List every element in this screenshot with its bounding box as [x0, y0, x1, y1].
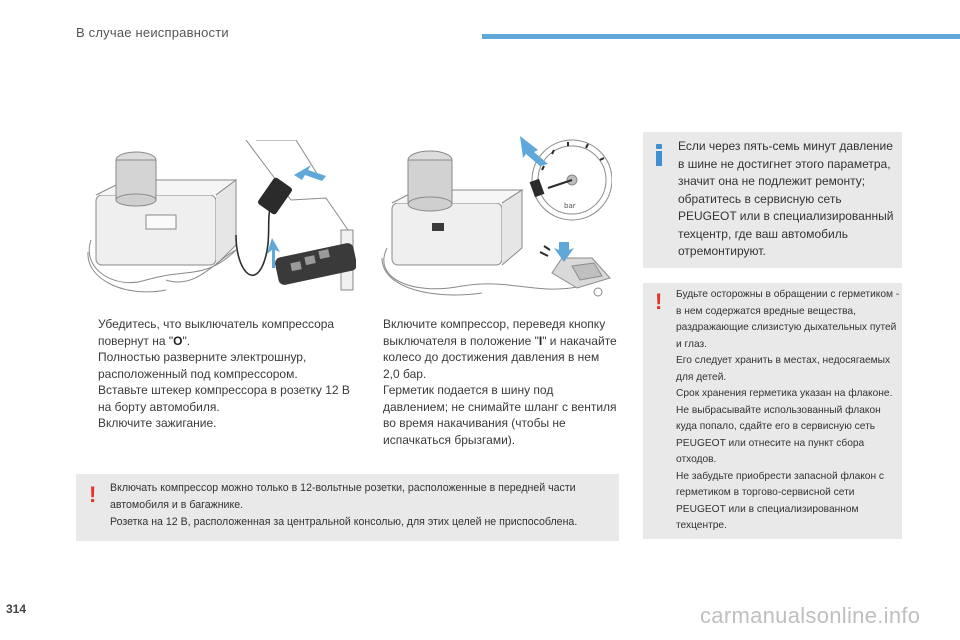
warning-icon: ! [89, 482, 97, 507]
step-emphasis: I [538, 333, 543, 348]
step-text-second-paragraph: Герметик подается в шину под давлением; не снимайте шланг с вентиля во время накачивания (чтобы не испачкаться брызгами). [383, 383, 617, 447]
info-icon [655, 144, 664, 166]
step-text: Вставьте штекер компрессора в розетку 12 В на борту автомобиля. [98, 383, 350, 414]
step-text-tail: " и накачайте колесо до достижения давления в нем 2,0 бар. [383, 333, 617, 381]
step-item [362, 316, 618, 448]
steps-list-left [77, 316, 353, 432]
step-item [77, 316, 353, 349]
step-item [77, 382, 353, 415]
warning-paragraph: Не забудьте приобрести запасной флакон с герметиком в торгово-сервисной сети PEUGEOT или в специализированном техцентре. [676, 470, 885, 531]
info-note-text: Если через пять-семь минут давление в шине не достигнет этого параметра, значит она не подлежит ремонту; обратитесь в сервисную сеть PEUGEOT или в специализированный техцентр, где ваш автомобиль отремонтируют. [678, 139, 894, 258]
steps-list-middle [362, 316, 618, 448]
warning-note-socket [76, 474, 619, 541]
step-text: Включите компрессор, переведя кнопку выключателя в положение " [383, 317, 606, 348]
step-text: Полностью разверните электрошнур, расположенный под компрессором. [98, 350, 307, 381]
info-note [643, 132, 902, 268]
step-text-tail: ". [182, 333, 191, 348]
warning-paragraph: Розетка на 12 В, расположенная за центральной консолью, для этих целей не приспособлена. [110, 516, 578, 528]
warning-icon: ! [655, 289, 663, 314]
warning-paragraph: Включать компрессор можно только в 12-вольтные розетки, расположенные в передней части автомобиля и в багажнике. [110, 482, 576, 511]
step-emphasis: O [173, 333, 183, 348]
warning-paragraph: Срок хранения герметика указан на флаконе. [676, 388, 893, 399]
step-text: Убедитесь, что выключатель компрессора повернут на " [98, 317, 335, 348]
page-number: 314 [6, 602, 27, 616]
warning-note-text [676, 287, 900, 535]
warning-paragraph: Не выбрасывайте использованный флакон куда попало, сдайте его в сервисную сеть PEUGEOT или отнесите на пункт сбора отходов. [676, 404, 881, 465]
warning-paragraph: Его следует хранить в местах, недосягаемых для детей. [676, 355, 891, 383]
watermark: carmanualsonline.info [700, 603, 921, 628]
compressor-pressure-gauge-illustration [372, 128, 612, 300]
header-accent-bar [482, 34, 960, 39]
step-item [77, 349, 353, 382]
page-title: В случае неисправности [76, 25, 229, 40]
warning-note-sealant [643, 283, 902, 539]
warning-note-text [110, 480, 616, 531]
step-item [77, 415, 353, 432]
gauge-unit-label: bar [564, 202, 576, 210]
compressor-plugged-into-socket-illustration [86, 140, 356, 300]
step-text: Включите зажигание. [98, 416, 217, 430]
warning-paragraph: Будьте осторожны в обращении с герметиком - в нем содержатся вредные вещества, раздражающие слизистую дыхательных путей и глаз. [676, 289, 900, 350]
